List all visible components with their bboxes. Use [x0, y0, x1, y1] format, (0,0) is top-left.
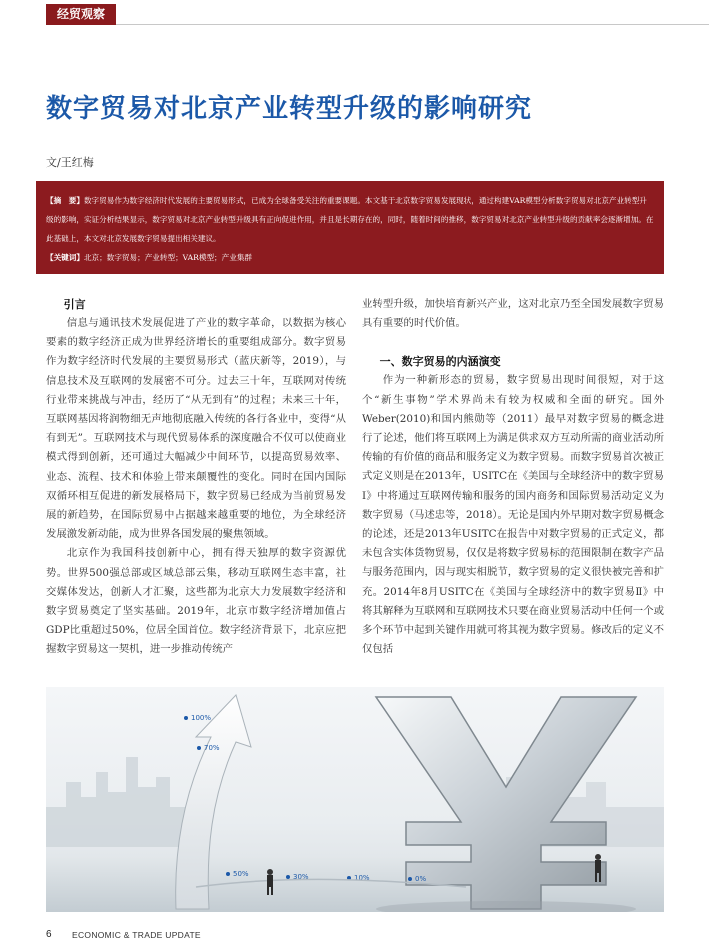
- abstract-label: 【摘 要】: [46, 196, 84, 205]
- fig-label-4: 10%: [354, 874, 370, 882]
- intro-paragraph-2: 北京作为我国科技创新中心，拥有得天独厚的数字资源优势。世界500强总部或区域总部云集，移动互联网生态丰富，社交媒体发达，创新人才汇聚，这些都为北京大力发展数字经济和数字贸易奠定了坚实基础。2019年，北京市数字经济增加值占GDP比重超过50%，位居全国首位。数字经济背景下，北京应把握数字贸易这一契机，进一步推动传统产: [46, 547, 346, 656]
- section1-heading: 一、数字贸易的内涵演变: [379, 355, 501, 369]
- abstract-box: [36, 181, 664, 274]
- right-column: [362, 295, 664, 659]
- intro-paragraph-2-continued: 业转型升级，加快培育新兴产业，这对北京乃至全国发展数字贸易具有重要的时代价值。: [362, 298, 664, 330]
- article-title: 数字贸易对北京产业转型升级的影响研究: [46, 94, 533, 124]
- skyline: [46, 757, 196, 847]
- section1-paragraph-1: 作为一种新形态的贸易，数字贸易出现时间很短，对于这个“新生事物”学术界尚未有较为权威和全面的研究。国外Weber(2010)和国内熊勋等（2011）最早对数字贸易的概念进行了论述，他们将互联网上为满足供求双方互动所需的商业活动所传输的有价值的商品和服务定义为数字贸易。而数字贸易首次被正式定义则是在2013年，USITC在《美国与全球经济中的数字贸易Ⅰ》中将通过互联网传输和服务的国内商务和国际贸易活动定义为数字贸易（马述忠等，2018）。无论是国内外早期对数字贸易概念的论述，还是2013年USITC在报告中对数字贸易的正式定义，都未包含实体货物贸易，仅仅是将数字贸易标的范围限制在数字产品与服务范围内，因与现实相脱节，数字贸易的定义很快被完善和扩充。2014年8月USITC在《美国与全球经济中的数字贸易Ⅱ》中将其解释为互联网和互联网技术只要在商业贸易活动中任何一个或多个环节中起到关键作用就可将其视为数字贸易。修改后的定义不仅包括: [362, 374, 664, 656]
- fig-label-2: 50%: [233, 870, 249, 878]
- article-author: 文/王红梅: [46, 156, 94, 169]
- header-rule: [46, 24, 709, 25]
- intro-paragraph-1: 信息与通讯技术发展促进了产业的数字革命，以数据为核心要素的数字经济正成为世界经济增长的重要组成部分。数字贸易作为数字经济时代发展的主要贸易形式（蓝庆新等，2019），与信息技术及互联网的发展密不可分。过去三十年，互联网对传统行业带来挑战与冲击，经历了“从无到有”的过程；未来三十年，互联网基因将润物细无声地彻底融入传统的各行各业中，变得“从有到无”。互联网技术与现代贸易体系的深度融合不仅可以使商业模式得到创新，还可通过大幅减少中间环节，以提高贸易效率、业态、流程、技术和体验上带来颠覆性的变化。同时在国内国际双循环相互促进的新发展格局下，数字贸易已经成为当前贸易发展的新趋势，在国际贸易中占据越来越重要的地位，为全球经济发展激发新动能，成为世界各国发展的聚焦领域。: [46, 317, 346, 541]
- keywords-label: 【关键词】: [46, 253, 84, 262]
- abstract-text: 数字贸易作为数字经济时代发展的主要贸易形式，已成为全球备受关注的重要课题。本文基于北京数字贸易发展现状，通过构建VAR模型分析数字贸易对北京产业转型升级的影响，实证分析结果显示，数字贸易对北京产业转型升级具有正向促进作用，并且是长期存在的，同时，随着时间的推移，数字贸易对北京产业转型升级的贡献率会逐渐增加。在此基础上，本文对北京发展数字贸易提出相关建议。: [46, 196, 654, 243]
- fig-label-1: 70%: [204, 744, 220, 752]
- fig-label-5: 0%: [415, 875, 427, 883]
- yuan-growth-illustration: [46, 687, 664, 912]
- section-tag: 经贸观察: [46, 4, 116, 25]
- illustration-svg: [46, 687, 664, 912]
- keywords-text: 北京；数字贸易；产业转型；VAR模型；产业集群: [83, 253, 253, 262]
- magazine-name: ECONOMIC & TRADE UPDATE: [72, 930, 201, 940]
- page-number: 6: [46, 929, 52, 940]
- fig-label-3: 30%: [293, 873, 309, 881]
- fig-label-0: 100%: [191, 714, 212, 722]
- left-column: [46, 295, 346, 660]
- intro-heading: 引言: [63, 298, 86, 311]
